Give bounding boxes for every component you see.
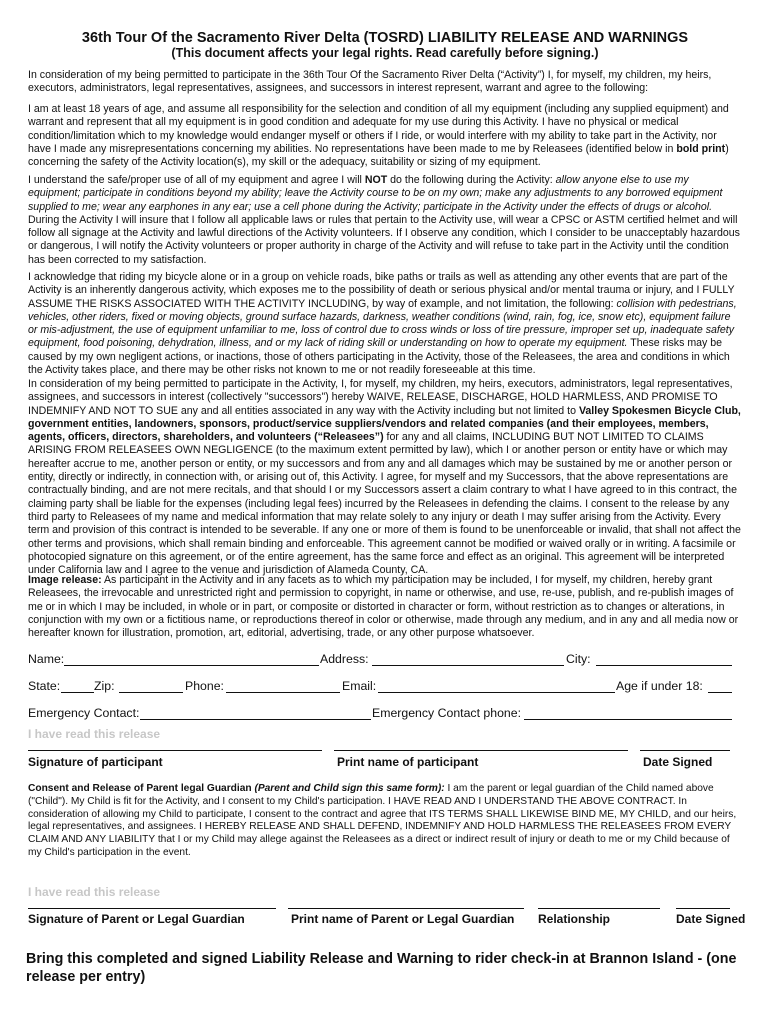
email-label: Email: [342,679,377,693]
zip-label: Zip: [94,679,115,693]
participant-date-line[interactable] [640,750,730,751]
zip-field[interactable] [119,692,183,693]
city-field[interactable] [596,665,732,666]
guardian-date-line[interactable] [676,908,730,909]
guardian-signature-line[interactable] [28,908,276,909]
waiver-paragraph [28,378,742,577]
guardian-signature-label: Signature of Parent or Legal Guardian [28,912,245,926]
guardian-read-release-placeholder[interactable]: I have read this release [28,885,161,899]
state-label: State: [28,679,61,693]
city-label: City: [566,652,591,666]
emergency-contact-field[interactable] [140,719,371,720]
age-equipment-text: I am at least 18 years of age, and assume all responsibility for the selection and condition of all my equipment (including any supplied equipment) and warrant and represent that all my equipment is in good condition and adequate for my use during this Activity. I have no physical or medical condition/limitation which to my knowledge would endanger myself or others if I ride, or would interfere with my ability to take part in the Activity, nor have I made any misrepresentations concerning my abilities. No representations have been made to me by Releasees (identified below in [28,103,729,155]
releasees-bold: Valley Spokesmen Bicycle Club, government entities, landowners, sponsors, product/service suppliers/vendors and related companies (and their employees, members, agents, officers, directors, shareholders, and volunteers (“Releasees”) [28,404,741,444]
email-field[interactable] [378,692,615,693]
form-row-emergency [28,706,744,722]
image-release-paragraph [28,574,742,640]
safe-use-text-2: do the following during the Activity: [387,174,556,186]
age-equipment-paragraph [28,103,742,169]
risk-text: I acknowledge that riding my bicycle alone or in a group on vehicle roads, bike paths or trails as well as attending any other events that are part of the Activity is an inherently dangerous activity, which exposes me to the possibility of death or serious physical and/or mental trauma or injury, and I FULLY ASSUME THE RISKS ASSOCIATED WITH THE ACTIVITY INCLUDING, by way of example, and not limitation, the following: [28,271,735,310]
age-field[interactable] [708,692,732,693]
state-field[interactable] [61,692,94,693]
age-equipment-text-end: ) concerning the safety of the Activity location(s), my skill or the adequacy, suitability or sizing of my equipment. [28,142,729,169]
participant-date-label: Date Signed [643,755,713,769]
guardian-consent-note: (Parent and Child sign this same form): [254,783,445,794]
prohibited-actions-italic: allow anyone else to use my equipment; participate in conditions beyond my ability; leave the Activity course to be on my own; make any adjustments to any borrowed equipment supplied to me; wear any earphones in any ear; use a cell phone during the Activity; participate in the Activity under the effects of drugs or alcohol. [28,174,723,213]
bold-print-emphasis: bold print [676,142,726,155]
name-label: Name: [28,652,65,666]
intro-text: In consideration of my being permitted to participate in the 36th Tour Of the Sacramento River Delta (“Activity”) I, for myself, my children, my heirs, executors, administrators, legal representatives, assignees, and successors in interest represent, warrant and agree to the following: [28,69,712,95]
document-subtitle: (This document affects your legal rights. Read carefully before signing.) [171,46,599,60]
guardian-relationship-line[interactable] [538,908,660,909]
image-release-heading: Image release: [28,574,102,586]
participant-signature-label: Signature of participant [28,755,163,769]
emergency-phone-field[interactable] [524,719,732,720]
emergency-phone-label: Emergency Contact phone: [372,706,522,720]
safe-use-text: I understand the safe/proper use of all of my equipment and agree I will [28,174,365,186]
check-in-instruction: Bring this completed and signed Liability Release and Warning to rider check-in at Brannon Island - (one release per entry) [26,951,737,985]
risk-acknowledgment-paragraph [28,271,742,377]
participant-signature-line[interactable] [28,750,322,751]
image-release-text: As participant in the Activity and in any facets as to which my participation may be included, I for myself, my children, hereby grant Releasees, the irrevocable and unrestricted right and permission to copyright, in name or otherwise, and use, re-use, publish, and re-publish images of me or in which I may be included, in whole or in part, or composite or distorted in character or form, without restriction as to changes or alterations, in conjunction with my own or a fictitious name, or reproductions thereof in color or otherwise, made through any medium, and in any and all media now or hereafter known for illustration, promotion, art, editorial, advertising, trade, or any other purpose whatsoever. [28,574,739,640]
guardian-relationship-label: Relationship [538,912,611,926]
participant-print-line[interactable] [334,750,628,751]
emergency-contact-label: Emergency Contact: [28,706,140,720]
intro-paragraph [28,69,742,96]
form-row-name-address-city [28,652,744,668]
name-field[interactable] [64,665,319,666]
participant-read-release-placeholder[interactable]: I have read this release [28,727,161,741]
guardian-consent-paragraph [28,783,742,860]
guardian-print-label: Print name of Parent or Legal Guardian [291,912,515,926]
safe-use-paragraph [28,174,742,267]
guardian-print-line[interactable] [288,908,524,909]
risk-text-end: These risks may be caused by my own negligent actions, or inactions, those of others participating in the Activity, those of the Releasees, the area and conditions in which the Activity takes place, and there may be other risks not known to me or not readily foreseeable at this time. [28,337,730,377]
document-title: 36th Tour Of the Sacramento River Delta (TOSRD) LIABILITY RELEASE AND WARNINGS [81,30,689,46]
participant-print-label: Print name of participant [337,755,479,769]
waiver-text: In consideration of my being permitted to participate in the Activity, I, for myself, my children, my heirs, executors, administrators, legal representatives, assignees, and successors in interest (collectively "successors") hereby WAIVE, RELEASE, DISCHARGE, HOLD HARMLESS, AND PROMISE TO INDEMNIFY AND NOT TO SUE any and all entities associated in any way with the Activity including but not limited to [28,378,733,417]
waiver-text-end: for any and all claims, INCLUDING BUT NOT LIMITED TO CLAIMS ARISING FROM RELEASEES OWN NEGLIGENCE (to the maximum extent permitted by law), which I or another person or entity have or which may hereafter accrue to me, another person or entity, or my successors and from any and all damages which may be sustained by me or another person or entity, directly or indirectly, in connection with, or arising out of, this Activity. I agree, for myself and my Successors, that the above representations are contractually binding, and are not mere recitals, and that should I or my Successors assert a claim contrary to what I have agreed to in this contract, the claiming party shall be liable for the expenses (including legal fees) incurred by the Releasees in defending the claims. I consent to the release by any third party to Releasees of my name and medical information that may relate solely to any injury or death I may suffer arising from the Activity. Every term and provision of this contract is intended to be severable. If any one or more of them is found to be unenforceable or invalid, that shall not affect the other terms and provisions, which shall remain binding and enforceable. This agreement cannot be modified or waived orally or in writing. A facsimile or photocopied signature on this agreement, or of the entire agreement, has the same force and effect as an original. This agreement will be interpreted under California law and I agree to the venue and jurisdiction of Alameda County, CA. [28,431,741,577]
not-emphasis: NOT [364,174,388,186]
guardian-consent-text: I am the parent or legal guardian of the Child named above ("Child"). My Child is fit for the Activity, and I consent to my Child's participation. I HAVE READ AND I UNDERSTAND THE ABOVE CONTRACT. In consideration of allowing my Child to participate, I consent to the contract and agree that ITS TERMS SHALL LIKEWISE BIND ME, MY CHILD, and our heirs, legal representatives, and assignees. I HEREBY RELEASE AND SHALL DEFEND, INDEMNIFY AND HOLD HARMLESS THE RELEASEES FROM EVERY CLAIM AND ANY LIABILITY that I or my Child may allege against the Releasees as a direct or indirect result of injury or death to me or my Child because of my Child's participation in the event. [28,783,737,858]
address-label: Address: [320,652,369,666]
phone-field[interactable] [226,692,340,693]
age-label: Age if under 18: [616,679,703,693]
guardian-date-label: Date Signed [676,912,746,926]
risk-examples-italic: collision with pedestrians, vehicles, other riders, fixed or moving objects, ground surface hazards, darkness, weather conditions (wind, rain, fog, ice, snow etc), equipment failure or mis-adjustment, the use of equipment unfamiliar to me, loss of control due to cross winds or loss of tire pressure, improper set up, inadequate safety equipment, food poisoning, dehydration, illness, and or my lack of riding skill or understanding on how to operate my equipment. [28,297,737,350]
safe-use-text-3: During the Activity I will insure that I follow all applicable laws or rules that pertain to the Activity use, will wear a CPSC or ASTM certified helmet and will follow all signage at the Activity and lawful directions of the Activity volunteers. If I observe any condition, which I consider to be unacceptably hazardous or dangerous, I will notify the Activity volunteers or proper authority in charge of the Activity and will refuse to take part in the Activity until the condition has been corrected to my satisfaction. [28,213,740,266]
address-field[interactable] [372,665,564,666]
phone-label: Phone: [185,679,224,693]
form-row-state-zip-phone-email-age [28,679,744,695]
guardian-consent-heading: Consent and Release of Parent legal Guardian [28,783,255,794]
